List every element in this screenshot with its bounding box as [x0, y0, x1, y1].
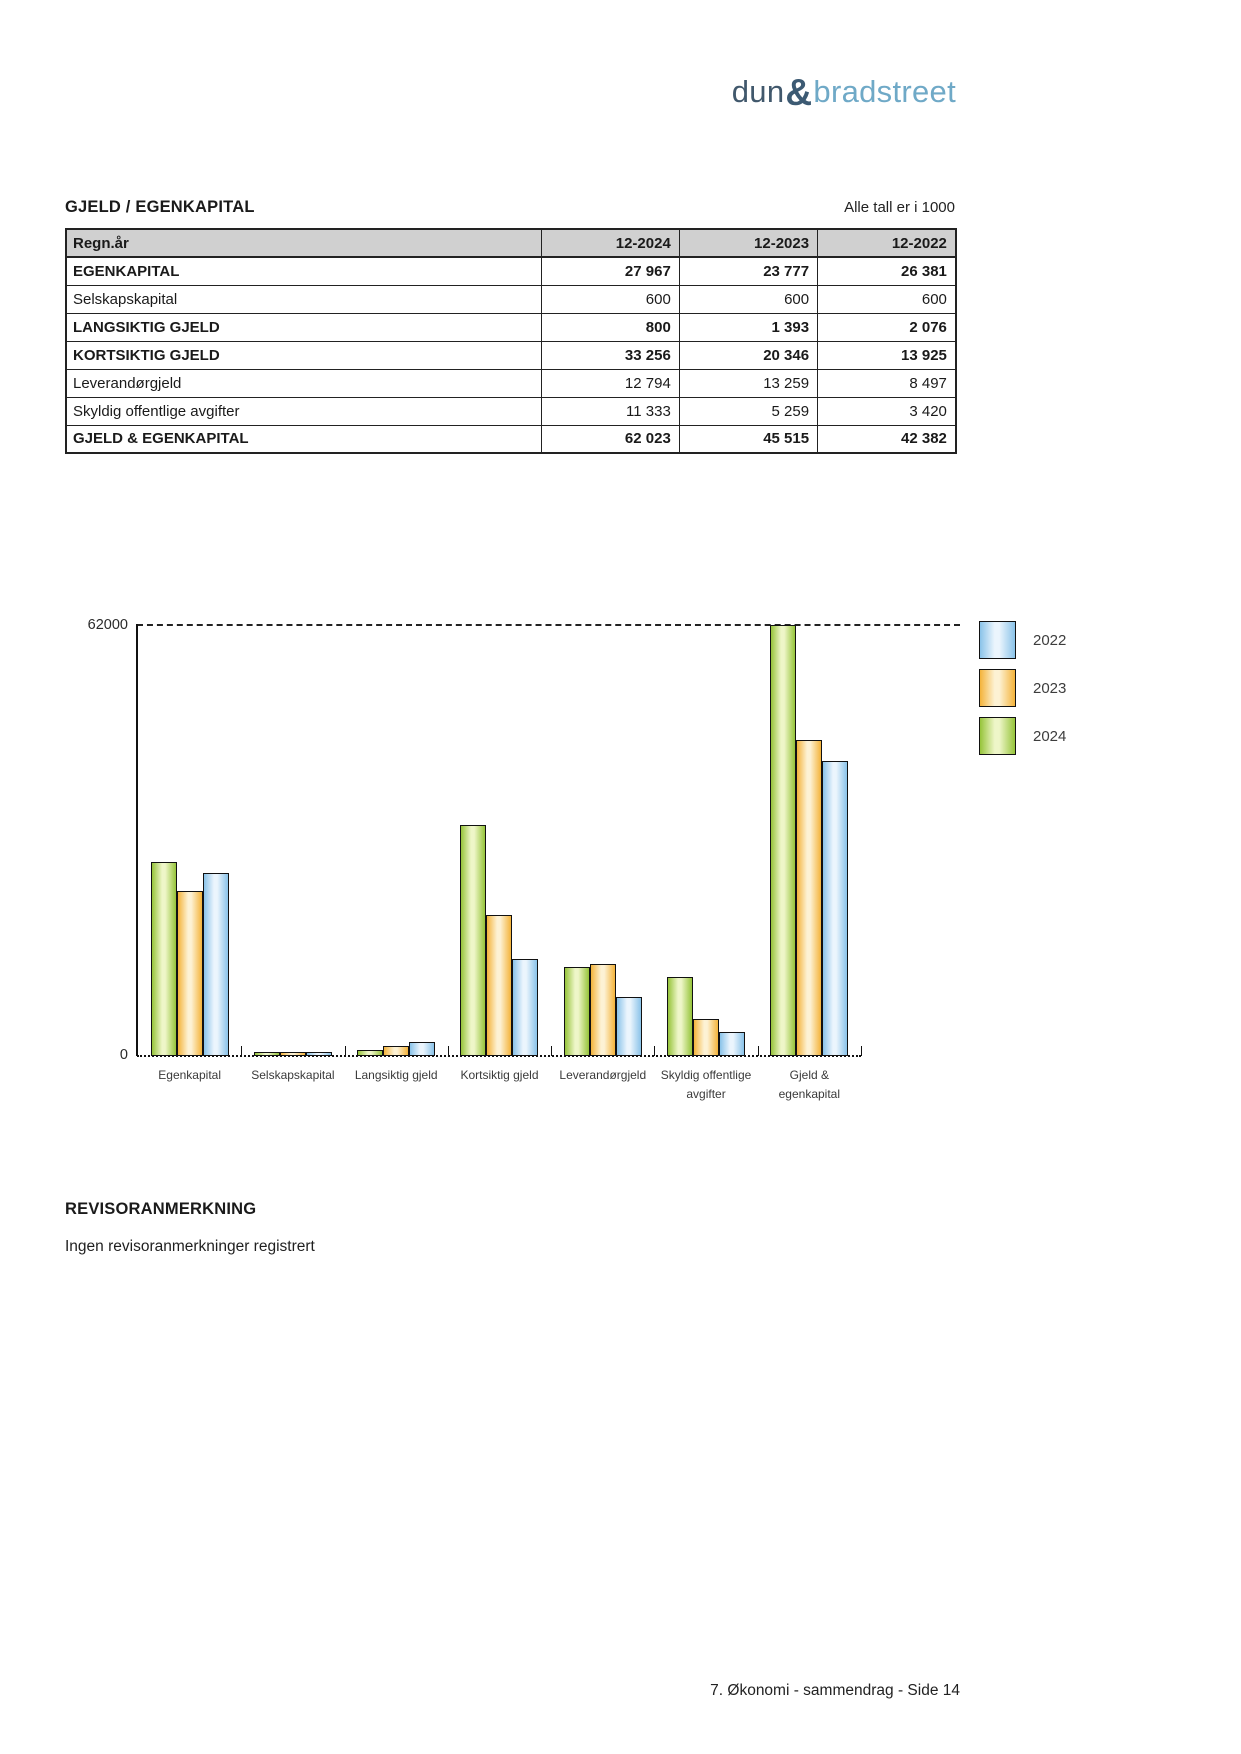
revisor-heading: REVISORANMERKNING	[65, 1200, 257, 1218]
row-label: GJELD & EGENKAPITAL	[66, 425, 541, 453]
cell-value: 5 259	[679, 397, 817, 425]
cell-value: 3 420	[818, 397, 956, 425]
bar-2024	[460, 825, 486, 1056]
unit-note: Alle tall er i 1000	[844, 199, 955, 216]
bar-2024	[564, 967, 590, 1056]
x-axis-tick	[861, 1046, 862, 1056]
cell-value: 27 967	[541, 257, 679, 285]
cell-value: 600	[818, 285, 956, 313]
row-label: Selskapskapital	[66, 285, 541, 313]
row-label: EGENKAPITAL	[66, 257, 541, 285]
category-label: Gjeld & egenkapital	[778, 1068, 841, 1101]
cell-value: 42 382	[818, 425, 956, 453]
bar-2024	[667, 977, 693, 1056]
table-row	[66, 285, 956, 313]
bar-group	[758, 625, 861, 1056]
bar-2024	[357, 1050, 383, 1056]
table-row	[66, 257, 956, 285]
cell-value: 8 497	[818, 369, 956, 397]
bar-group	[138, 625, 241, 1056]
financials-table	[65, 228, 957, 454]
cell-value: 12 794	[541, 369, 679, 397]
cell-value: 1 393	[679, 313, 817, 341]
cell-value: 600	[679, 285, 817, 313]
bar-2023	[693, 1019, 719, 1056]
category-label: Langsiktig gjeld	[354, 1068, 438, 1082]
legend-swatch-2023	[979, 669, 1016, 707]
row-label: LANGSIKTIG GJELD	[66, 313, 541, 341]
row-label: Leverandørgjeld	[66, 369, 541, 397]
column-header-12-2022: 12-2022	[818, 229, 956, 257]
bar-2023	[590, 964, 616, 1056]
cell-value: 20 346	[679, 341, 817, 369]
cell-value: 33 256	[541, 341, 679, 369]
bar-2022	[719, 1032, 745, 1056]
bar-2022	[203, 873, 229, 1056]
bar-2022	[512, 959, 538, 1056]
logo-text-bradstreet: bradstreet	[813, 74, 956, 109]
cell-value: 45 515	[679, 425, 817, 453]
table-row	[66, 341, 956, 369]
bar-2022	[306, 1052, 332, 1056]
bar-group	[448, 625, 551, 1056]
cell-value: 13 925	[818, 341, 956, 369]
category-label: Leverandørgjeld	[559, 1068, 647, 1082]
table-row	[66, 397, 956, 425]
chart-legend	[979, 621, 1066, 765]
legend-label: 2022	[1033, 631, 1067, 649]
table-row	[66, 369, 956, 397]
legend-item	[979, 717, 1066, 755]
bar-group	[654, 625, 757, 1056]
bar-2023	[177, 891, 203, 1056]
cell-value: 26 381	[818, 257, 956, 285]
bar-2023	[486, 915, 512, 1056]
cell-value: 600	[541, 285, 679, 313]
cell-value: 11 333	[541, 397, 679, 425]
bar-group	[241, 625, 344, 1056]
row-label: KORTSIKTIG GJELD	[66, 341, 541, 369]
bar-2022	[616, 997, 642, 1056]
table-row	[66, 425, 956, 453]
legend-item	[979, 669, 1066, 707]
category-label: Selskapskapital	[251, 1068, 335, 1082]
y-axis-min-label: 0	[119, 1047, 128, 1063]
bar-2022	[822, 761, 848, 1056]
bar-2023	[280, 1052, 306, 1056]
category-label: Skyldig offentlige avgifter	[660, 1068, 752, 1101]
legend-label: 2024	[1033, 727, 1067, 745]
bar-2023	[383, 1046, 409, 1056]
ampersand-icon: &	[785, 72, 813, 113]
column-header-12-2024: 12-2024	[541, 229, 679, 257]
bar-2023	[796, 740, 822, 1056]
section-header	[65, 198, 955, 217]
cell-value: 2 076	[818, 313, 956, 341]
category-label: Egenkapital	[158, 1068, 221, 1082]
category-label: Kortsiktig gjeld	[460, 1068, 539, 1082]
column-header-regnar: Regn.år	[66, 229, 541, 257]
section-title: GJELD / EGENKAPITAL	[65, 198, 255, 216]
legend-swatch-2024	[979, 717, 1016, 755]
y-axis-max-label: 62000	[87, 617, 128, 633]
category-labels	[138, 1066, 861, 1103]
bar-group	[551, 625, 654, 1056]
table-row	[66, 313, 956, 341]
legend-item	[979, 621, 1066, 659]
bar-2024	[254, 1052, 280, 1056]
dun-bradstreet-logo	[600, 72, 956, 113]
legend-label: 2023	[1033, 679, 1067, 697]
table-header-row	[66, 229, 956, 257]
page-footer: 7. Økonomi - sammendrag - Side 14	[710, 1682, 960, 1699]
bar-group	[345, 625, 448, 1056]
cell-value: 62 023	[541, 425, 679, 453]
cell-value: 13 259	[679, 369, 817, 397]
row-label: Skyldig offentlige avgifter	[66, 397, 541, 425]
bar-2024	[151, 862, 177, 1056]
legend-swatch-2022	[979, 621, 1016, 659]
cell-value: 800	[541, 313, 679, 341]
bar-2022	[409, 1042, 435, 1056]
logo-text-dun: dun	[731, 74, 785, 109]
cell-value: 23 777	[679, 257, 817, 285]
revisor-text: Ingen revisoranmerkninger registrert	[65, 1238, 315, 1255]
column-header-12-2023: 12-2023	[679, 229, 817, 257]
bar-2024	[770, 625, 796, 1056]
bar-chart-plot	[138, 625, 861, 1056]
